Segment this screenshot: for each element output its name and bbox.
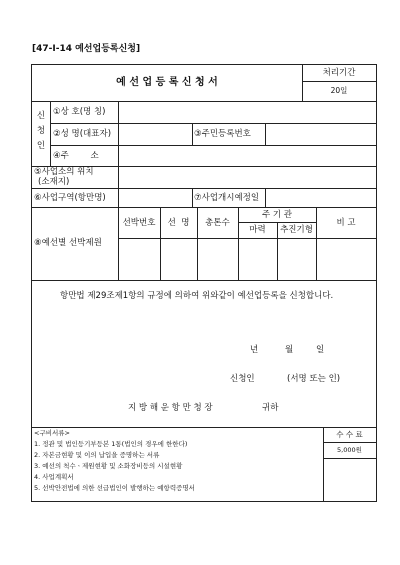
- applicant-line: 신청인: [230, 374, 255, 384]
- col-ship-number: 선박번호: [122, 218, 156, 228]
- address-label: ④주 소: [53, 151, 99, 161]
- col-horsepower: 마력: [249, 225, 266, 235]
- name-label: ②성 명(대표자): [53, 129, 112, 139]
- recipient: 지 방 해 운 항 만 청 장: [128, 403, 213, 413]
- business-location-sublabel: (소재지): [38, 177, 70, 187]
- document-item-4: 4. 사업계획서: [34, 473, 74, 481]
- date-year: 년: [250, 345, 259, 355]
- document-item-3: 3. 예선의 척수ㆍ제원현황 및 소화장비등의 시설현황: [34, 462, 183, 470]
- col-tonnage: 총톤수: [205, 218, 230, 228]
- trade-name-label: ①상 호(명 칭): [53, 107, 106, 117]
- document-item-1: 1. 정관 및 법인등기부등본 1통(법인의 경우에 한한다): [34, 440, 188, 448]
- start-date-label: ⑦사업개시예정일: [194, 193, 260, 203]
- form-code: [47-Ⅰ-14 예선업등록신청]: [32, 44, 141, 54]
- signature-note: (서명 또는 인): [287, 374, 341, 384]
- resident-number-label: ③주민등록번호: [194, 129, 251, 139]
- document-item-5: 5. 선박안전법에 의한 선급법인이 발행하는 예항력증명서: [34, 484, 195, 492]
- recipient-suffix: 귀하: [262, 403, 279, 413]
- business-area-label: ⑥사업구역(항만명): [34, 193, 106, 203]
- date-month: 월: [285, 345, 294, 355]
- form-title: 예 선 업 등 록 신 청 서: [116, 77, 218, 88]
- document-item-2: 2. 자본금현황 및 이의 납입을 증명하는 서류: [34, 451, 160, 459]
- ships-label: ⑧예선별 선박제원: [34, 238, 102, 248]
- col-engine: 주 기 관: [261, 210, 293, 220]
- processing-period-value: 20일: [330, 86, 348, 95]
- fee-label: 수 수 료: [336, 430, 363, 439]
- col-remarks: 비 고: [336, 218, 356, 228]
- documents-header: <구비서류>: [34, 429, 71, 437]
- fee-value: 5,000원: [337, 446, 362, 454]
- applicant-label-1: 신: [36, 111, 46, 121]
- date-day: 일: [316, 345, 325, 355]
- applicant-label-2: 청: [36, 126, 46, 136]
- col-ship-name: 선 명: [167, 218, 190, 228]
- processing-period-label: 처리기간: [322, 68, 356, 78]
- col-propulsion: 추진기형: [280, 225, 313, 235]
- statement-text: 항만법 제29조제1항의 규정에 의하여 위와같이 예선업등록을 신청합니다.: [60, 291, 334, 301]
- business-location-label: ⑤사업소의 위치: [34, 167, 94, 177]
- applicant-label-3: 인: [36, 141, 46, 151]
